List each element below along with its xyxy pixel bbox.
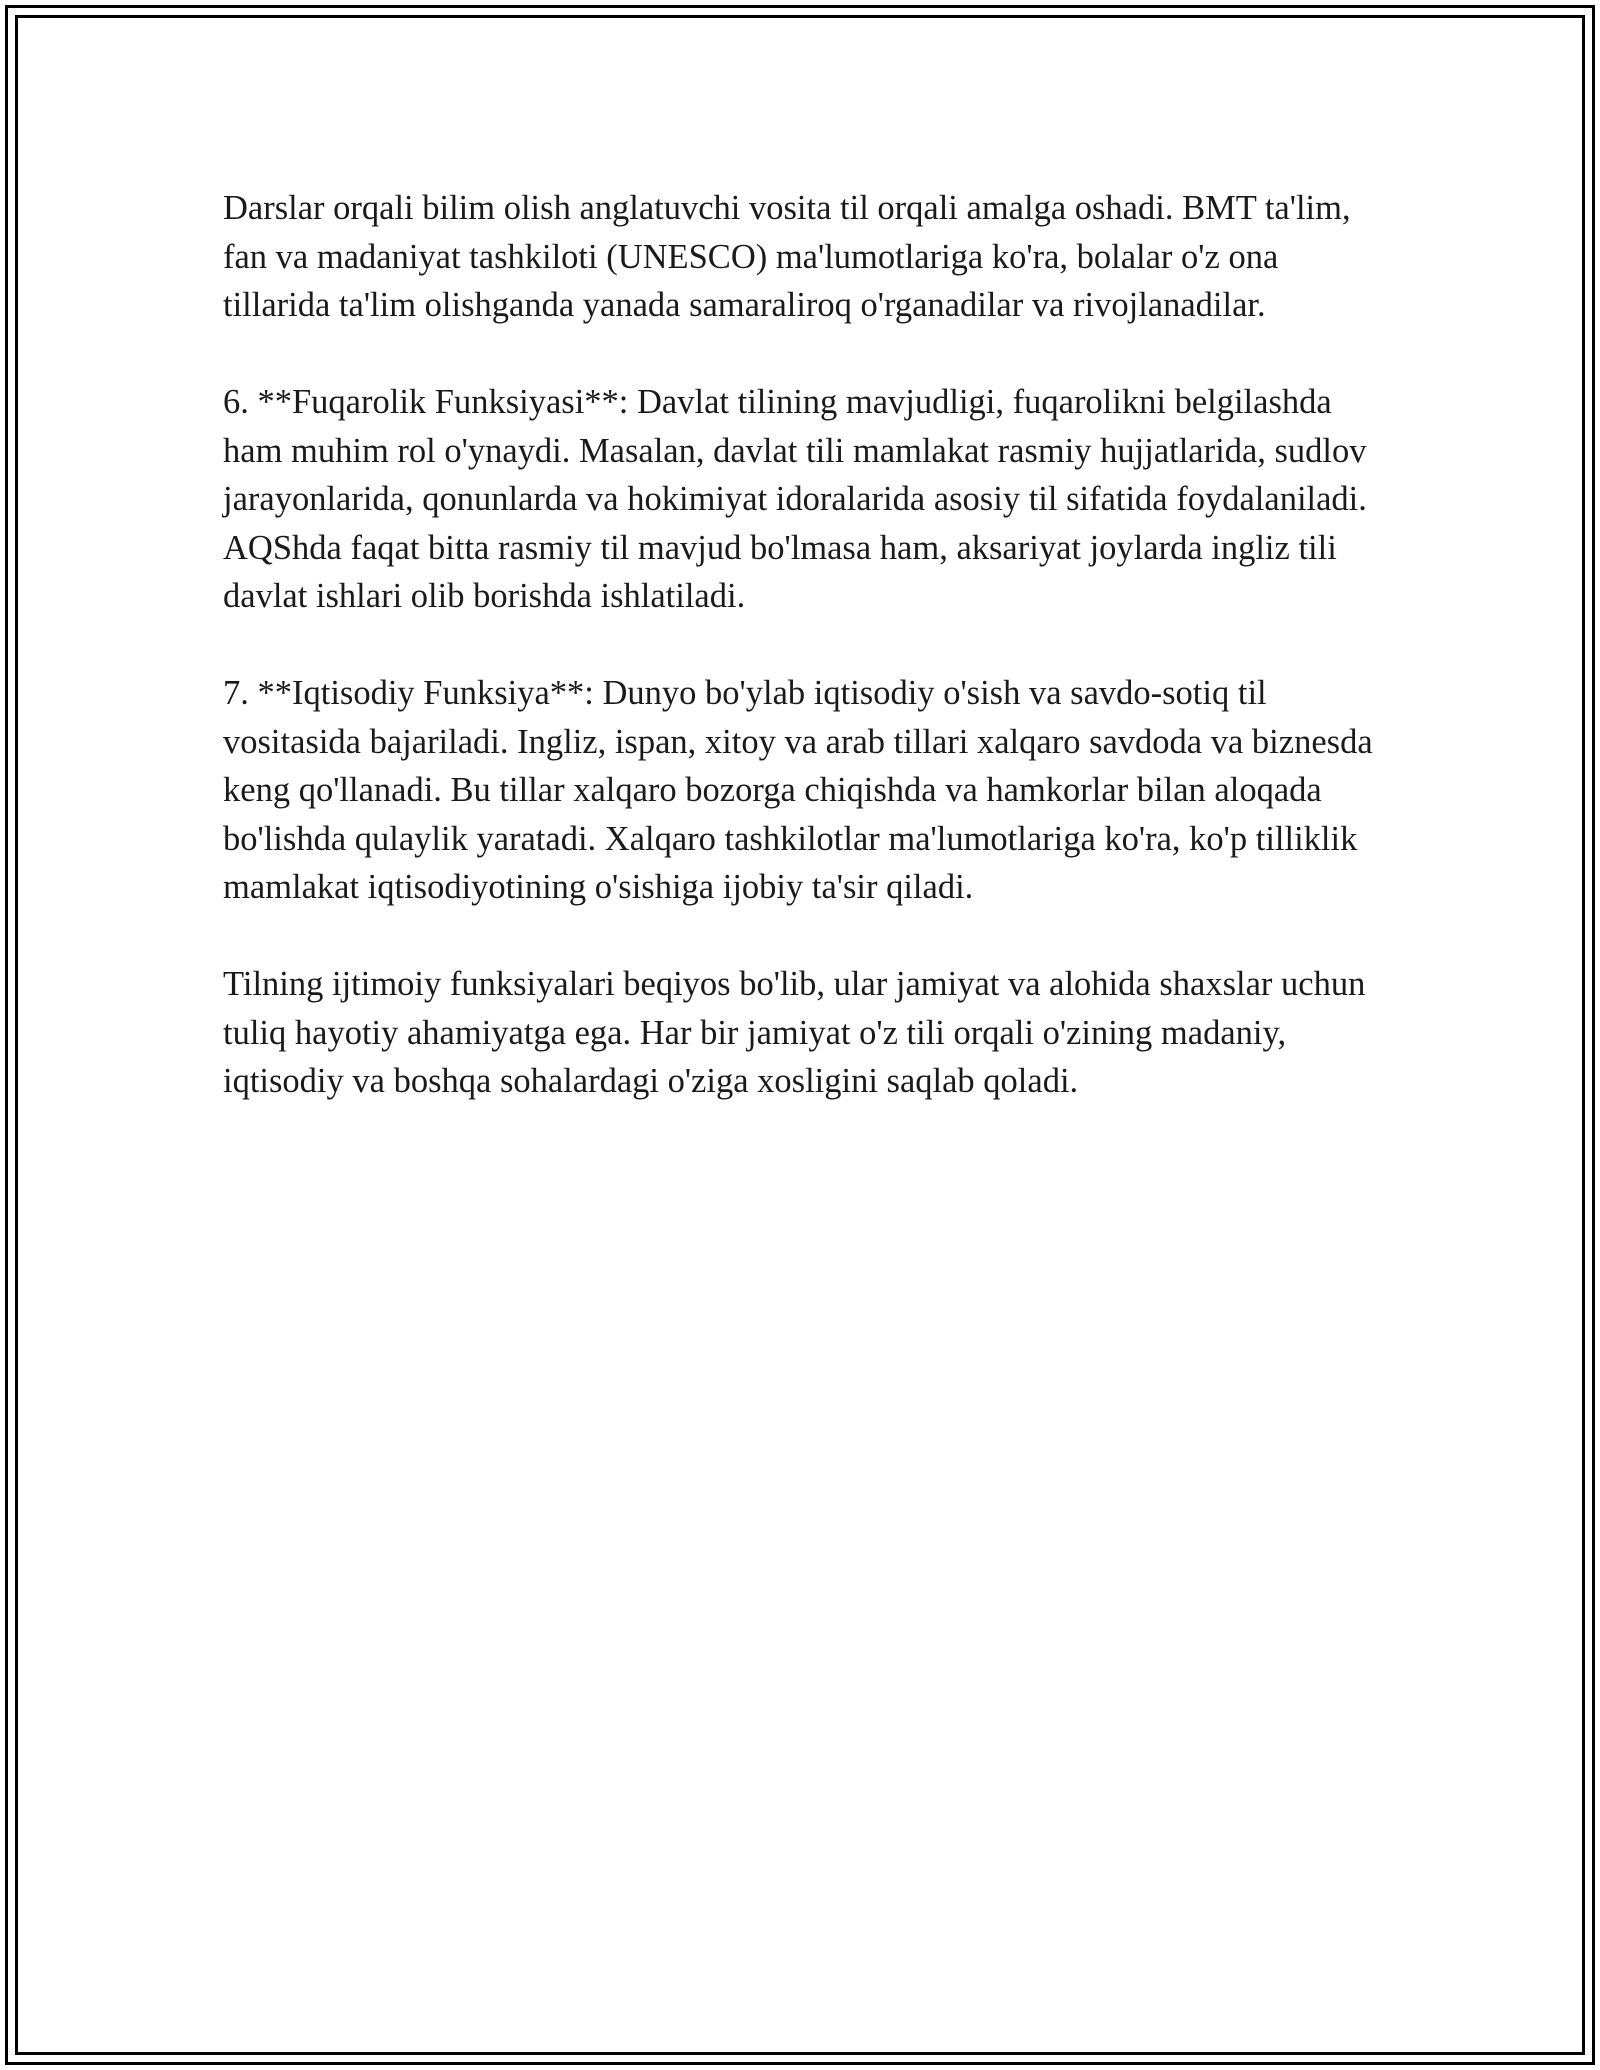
- paragraph-economic-function: 7. **Iqtisodiy Funksiya**: Dunyo bo'ylab iqtisodiy o'sish va savdo-sotiq til vositasida bajariladi. Ingliz, ispan, xitoy va arab tillari xalqaro savdoda va biznesda keng qo'llanadi. Bu tillar xalqaro bozorga chiqishda va hamkorlar bilan aloqada bo'lishda qulaylik yaratadi. Xalqaro tashkilotlar ma'lumotlariga ko'ra, ko'p tilliklik mamlakat iqtisodiyotining o'sishiga ijobiy ta'sir qiladi.: [223, 674, 1373, 906]
- paragraph-intro: Darslar orqali bilim olish anglatuvchi vosita til orqali amalga oshadi. BMT ta'lim, fan va madaniyat tashkiloti (UNESCO) ma'lumotlariga ko'ra, bolalar o'z ona tillarida ta'lim olishganda yanada samaraliroq o'rganadilar va rivojlanadilar.: [223, 189, 1351, 324]
- paragraph-conclusion: Tilning ijtimoiy funksiyalari beqiyos bo'lib, ular jamiyat va alohida shaxslar uchun tuliq hayotiy ahamiyatga ega. Har bir jamiyat o'z tili orqali o'zining madaniy, iqtisodiy va boshqa sohalardagi o'ziga xosligini saqlab qoladi.: [223, 965, 1366, 1100]
- paragraph-civic-function: 6. **Fuqarolik Funksiyasi**: Davlat tilining mavjudligi, fuqarolikni belgilashda ham muhim rol o'ynaydi. Masalan, davlat tili mamlakat rasmiy hujjatlarida, sudlov jarayonlarida, qonunlarda va hokimiyat idoralarida asosiy til sifatida foydalaniladi. AQShda faqat bitta rasmiy til mavjud bo'lmasa ham, aksariyat joylarda ingliz tili davlat ishlari olib borishda ishlatiladi.: [223, 383, 1367, 615]
- document-body: [223, 184, 1373, 1154]
